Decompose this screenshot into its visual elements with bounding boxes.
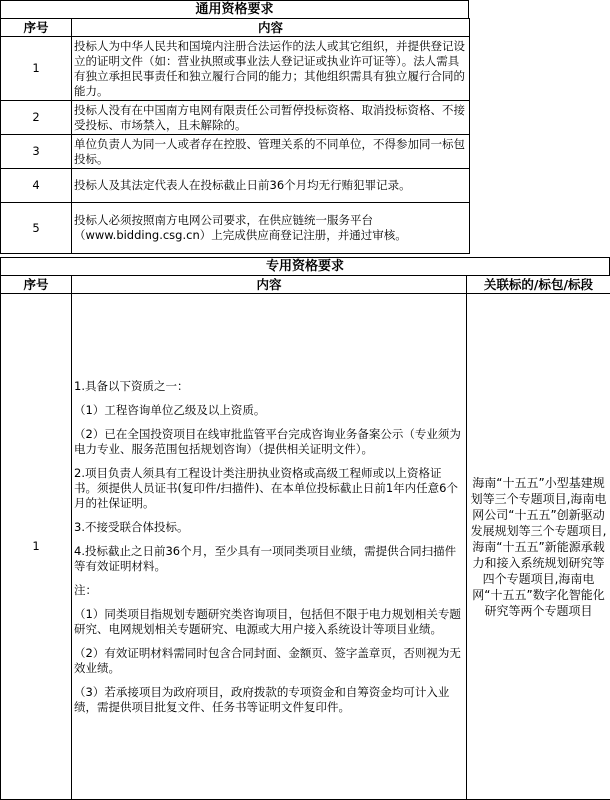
row-content: 投标人及其法定代表人在投标截止日前36个月均无行贿犯罪记录。	[72, 169, 470, 203]
row-no: 1	[1, 37, 72, 101]
header-content: 内容	[72, 276, 467, 294]
header-content: 内容	[72, 19, 470, 37]
special-requirements-title: 专用资格要求	[0, 257, 610, 276]
paragraph: （2）有效证明材料需同时包含合同封面、金额页、签字盖章页，否则视为无效业绩。	[74, 645, 461, 675]
row-no: 2	[1, 101, 72, 135]
table-header-row	[1, 276, 610, 294]
table-header-row	[1, 19, 470, 37]
row-no: 3	[1, 135, 72, 169]
table-row	[1, 37, 470, 101]
paragraph: 1.具备以下资质之一：	[74, 378, 189, 393]
paragraph: （2）已在全国投资项目在线审批监管平台完成咨询业务备案公示（专业须为电力专业、服务范围包括规划咨询）（提供相关证明文件）。	[74, 426, 461, 456]
table-row	[1, 101, 470, 135]
paragraph: 注：	[74, 582, 97, 597]
row-no: 5	[1, 203, 72, 254]
paragraph: 3.不接受联合体投标。	[74, 519, 189, 534]
paragraph: 2.项目负责人须具有工程设计类注册执业资格或高级工程师或以上资格证书。须提供人员证书(复印件/扫描件)、在本单位投标截止日前1年内任意6个月的社保证明。	[74, 465, 458, 510]
paragraph: （3）若承接项目为政府项目，政府拨款的专项资金和自筹资金均可计入业绩，需提供项目批复文件、任务书等证明文件复印件。	[74, 684, 450, 714]
table-row	[1, 294, 610, 800]
general-requirements-title: 通用资格要求	[0, 0, 469, 19]
row-no: 1	[1, 294, 72, 800]
special-requirements-table	[0, 275, 610, 800]
header-related: 关联标的/标包/标段	[467, 276, 610, 294]
header-no: 序号	[1, 276, 72, 294]
row-content	[72, 294, 467, 800]
table-row	[1, 203, 470, 254]
table-row	[1, 169, 470, 203]
table-row	[1, 135, 470, 169]
row-content: 单位负责人为同一人或者存在控股、管理关系的不同单位，不得参加同一标包投标。	[72, 135, 470, 169]
general-requirements-table	[0, 18, 470, 254]
header-no: 序号	[1, 19, 72, 37]
row-content: 投标人为中华人民共和国境内注册合法运作的法人或其它组织，并提供登记设立的证明文件（如：营业执照或事业法人登记证或执业许可证等）。法人需具有独立承担民事责任和独立履行合同的能力；其他组织需具有独立履行合同的能力。	[72, 37, 470, 101]
paragraph: 4.投标截止之日前36个月，至少具有一项同类项目业绩，需提供合同扫描件等有效证明材料。	[74, 543, 457, 573]
paragraph: （1）工程咨询单位乙级及以上资质。	[74, 402, 266, 417]
related-lots: 海南“十五五”小型基建规划等三个专题项目,海南电网公司“十五五”创新驱动发展规划等三个专题项目,海南“十五五”新能源承载力和接入系统规划研究等四个专题项目,海南电网“十五五”数字化智能化研究等两个专题项目	[467, 294, 610, 800]
row-content: 投标人必须按照南方电网公司要求，在供应链统一服务平台（www.bidding.csg.cn）上完成供应商登记注册，并通过审核。	[72, 203, 470, 254]
paragraph: （1）同类项目指规划专题研究类咨询项目，包括但不限于电力规划相关专题研究、电网规划相关专题研究、电源或大用户接入系统设计等项目业绩。	[74, 606, 461, 636]
row-content: 投标人没有在中国南方电网有限责任公司暂停投标资格、取消投标资格、不接受投标、市场禁入，且未解除的。	[72, 101, 470, 135]
row-no: 4	[1, 169, 72, 203]
